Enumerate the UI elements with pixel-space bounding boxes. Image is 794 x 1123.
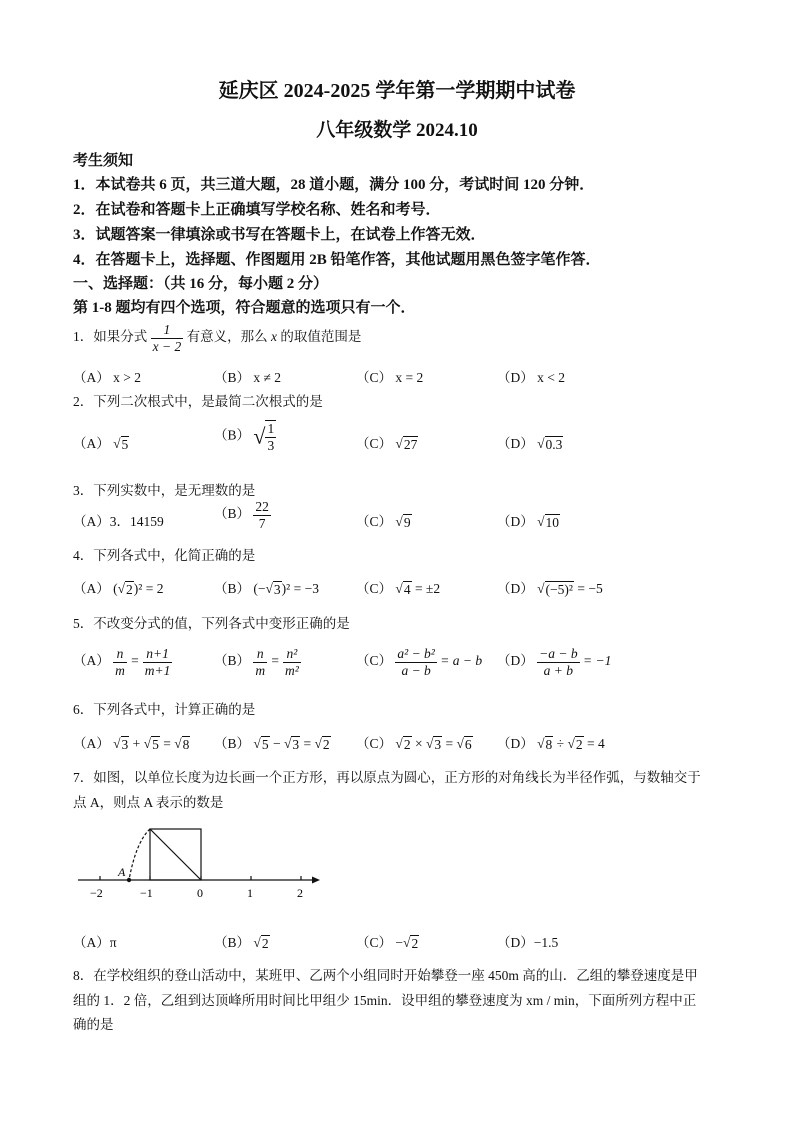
tick-label: 1: [247, 886, 253, 900]
q4-option-a: （A） (√2)² = 2: [73, 581, 164, 597]
q7-option-a: （A）π: [73, 935, 117, 950]
q3-option-c: （C） √9: [356, 514, 411, 530]
q5-option-b: （B） $\frac{n}{m}$ = $\frac{\text{n²}}{\text{m²}}$: [214, 646, 299, 678]
tick-label: −2: [90, 886, 103, 900]
q6-option-c: （C） √2 × √3 = √6: [356, 736, 472, 752]
notice-item: 2．在试卷和答题卡上正确填写学校名称、姓名和考号．: [73, 202, 441, 218]
q6-option-b: （B） √5 − √3 = √2: [214, 736, 330, 752]
exam-subtitle: 八年级数学 2024.10: [316, 120, 478, 141]
q4-option-c: （C） √4 = ±2: [356, 581, 441, 597]
q1-option-b: （B） x ≠ 2: [214, 370, 282, 385]
q7-option-b: （B） √2: [214, 935, 269, 951]
notice-item: 4．在答题卡上，选择题、作图题用 2B 铅笔作答，其他试题用黑色签字笔作答．: [73, 252, 601, 268]
q1-option-c: （C） x = 2: [356, 370, 424, 385]
tick-label: 0: [197, 886, 203, 900]
question-8-line2: 组的 1．2 倍，乙组到达顶峰所用时间比甲组少 15min．设甲组的攀登速度为 xm / min，下面所列方程中正: [73, 993, 697, 1008]
q6-option-d: （D） √8 ÷ √2 = 4: [497, 736, 605, 752]
arc: [129, 829, 150, 880]
q7-option-d: （D）−1.5: [497, 935, 559, 950]
q7-option-c: （C） −√2: [356, 935, 419, 951]
question-7-stem-line1: 7．如图，以单位长度为边长画一个正方形，再以原点为圆心，正方形的对角线长为半径作弧，与数轴交于: [73, 770, 701, 785]
notice-item: 1．本试卷共 6 页，共三道大题，28 道小题，满分 100 分，考试时间 120 分钟．: [73, 177, 595, 193]
notice-item: 3．试题答案一律填涂或书写在答题卡上，在试卷上作答无效．: [73, 227, 486, 243]
q4-option-b: （B） (−√3)² = −3: [214, 581, 319, 597]
section-instruction: 第 1-8 题均有四个选项，符合题意的选项只有一个．: [73, 300, 416, 316]
section-heading: 一、选择题：（共 16 分，每小题 2 分）: [73, 276, 329, 292]
tick-label: −1: [140, 886, 153, 900]
axis-arrow: [312, 877, 320, 884]
q6-option-a: （A） √3 + √5 = √8: [73, 736, 190, 752]
notice-heading: 考生须知: [73, 153, 134, 169]
q2-option-d: （D） √0.3: [497, 436, 563, 452]
q2-option-b: （B） √ $\frac{1}{3}$: [214, 421, 275, 453]
q1-fraction: $\frac{1}{x - 2}$: [152, 322, 182, 354]
q1-option-a: （A） x > 2: [73, 370, 141, 385]
point-a: [127, 878, 131, 882]
q3-option-d: （D） √10: [497, 514, 560, 530]
q4-option-d: （D） √(−5)² = −5: [497, 581, 603, 597]
q5-option-c: （C） $\frac{\text{a² − b²}}{a - b}$ = a − b: [356, 646, 483, 678]
square-diagonal: [150, 829, 201, 880]
number-line-figure: [70, 820, 330, 905]
question-8-line1: 8．在学校组织的登山活动中，某班甲、乙两个小组同时开始攀登一座 450m 高的山．乙组的攀登速度是甲: [73, 968, 698, 983]
question-7-stem-line2: 点 A，则点 A 表示的数是: [73, 795, 224, 810]
question-1-stem: 1．如果分式 $\frac{1}{x - 2}$ 有意义，那么 x 的取值范围是: [73, 322, 362, 354]
point-a-label: A: [118, 865, 126, 879]
question-8-line3: 确的是: [73, 1017, 114, 1032]
q1-option-d: （D） x < 2: [497, 370, 565, 385]
q2-option-a: （A） √5: [73, 436, 129, 452]
question-4-stem: 4．下列各式中，化简正确的是: [73, 548, 256, 563]
exam-title: 延庆区 2024-2025 学年第一学期期中试卷: [218, 80, 576, 102]
question-2-stem: 2．下列二次根式中，是最简二次根式的是: [73, 394, 323, 409]
q2-option-c: （C） √27: [356, 436, 418, 452]
question-3-stem: 3．下列实数中，是无理数的是: [73, 483, 256, 498]
q3-option-a: （A）3．14159: [73, 514, 164, 529]
q5-option-d: （D） $\frac{-a - b}{a + b}$ = −1: [497, 646, 612, 678]
q5-option-a: （A） $\frac{n}{m}$ = $\frac{n+1}{m+1}$: [73, 646, 171, 678]
tick-label: 2: [297, 886, 303, 900]
question-6-stem: 6．下列各式中，计算正确的是: [73, 702, 256, 717]
question-5-stem: 5．不改变分式的值，下列各式中变形正确的是: [73, 616, 350, 631]
q3-option-b: （B） $\frac{22}{7}$: [214, 499, 269, 531]
